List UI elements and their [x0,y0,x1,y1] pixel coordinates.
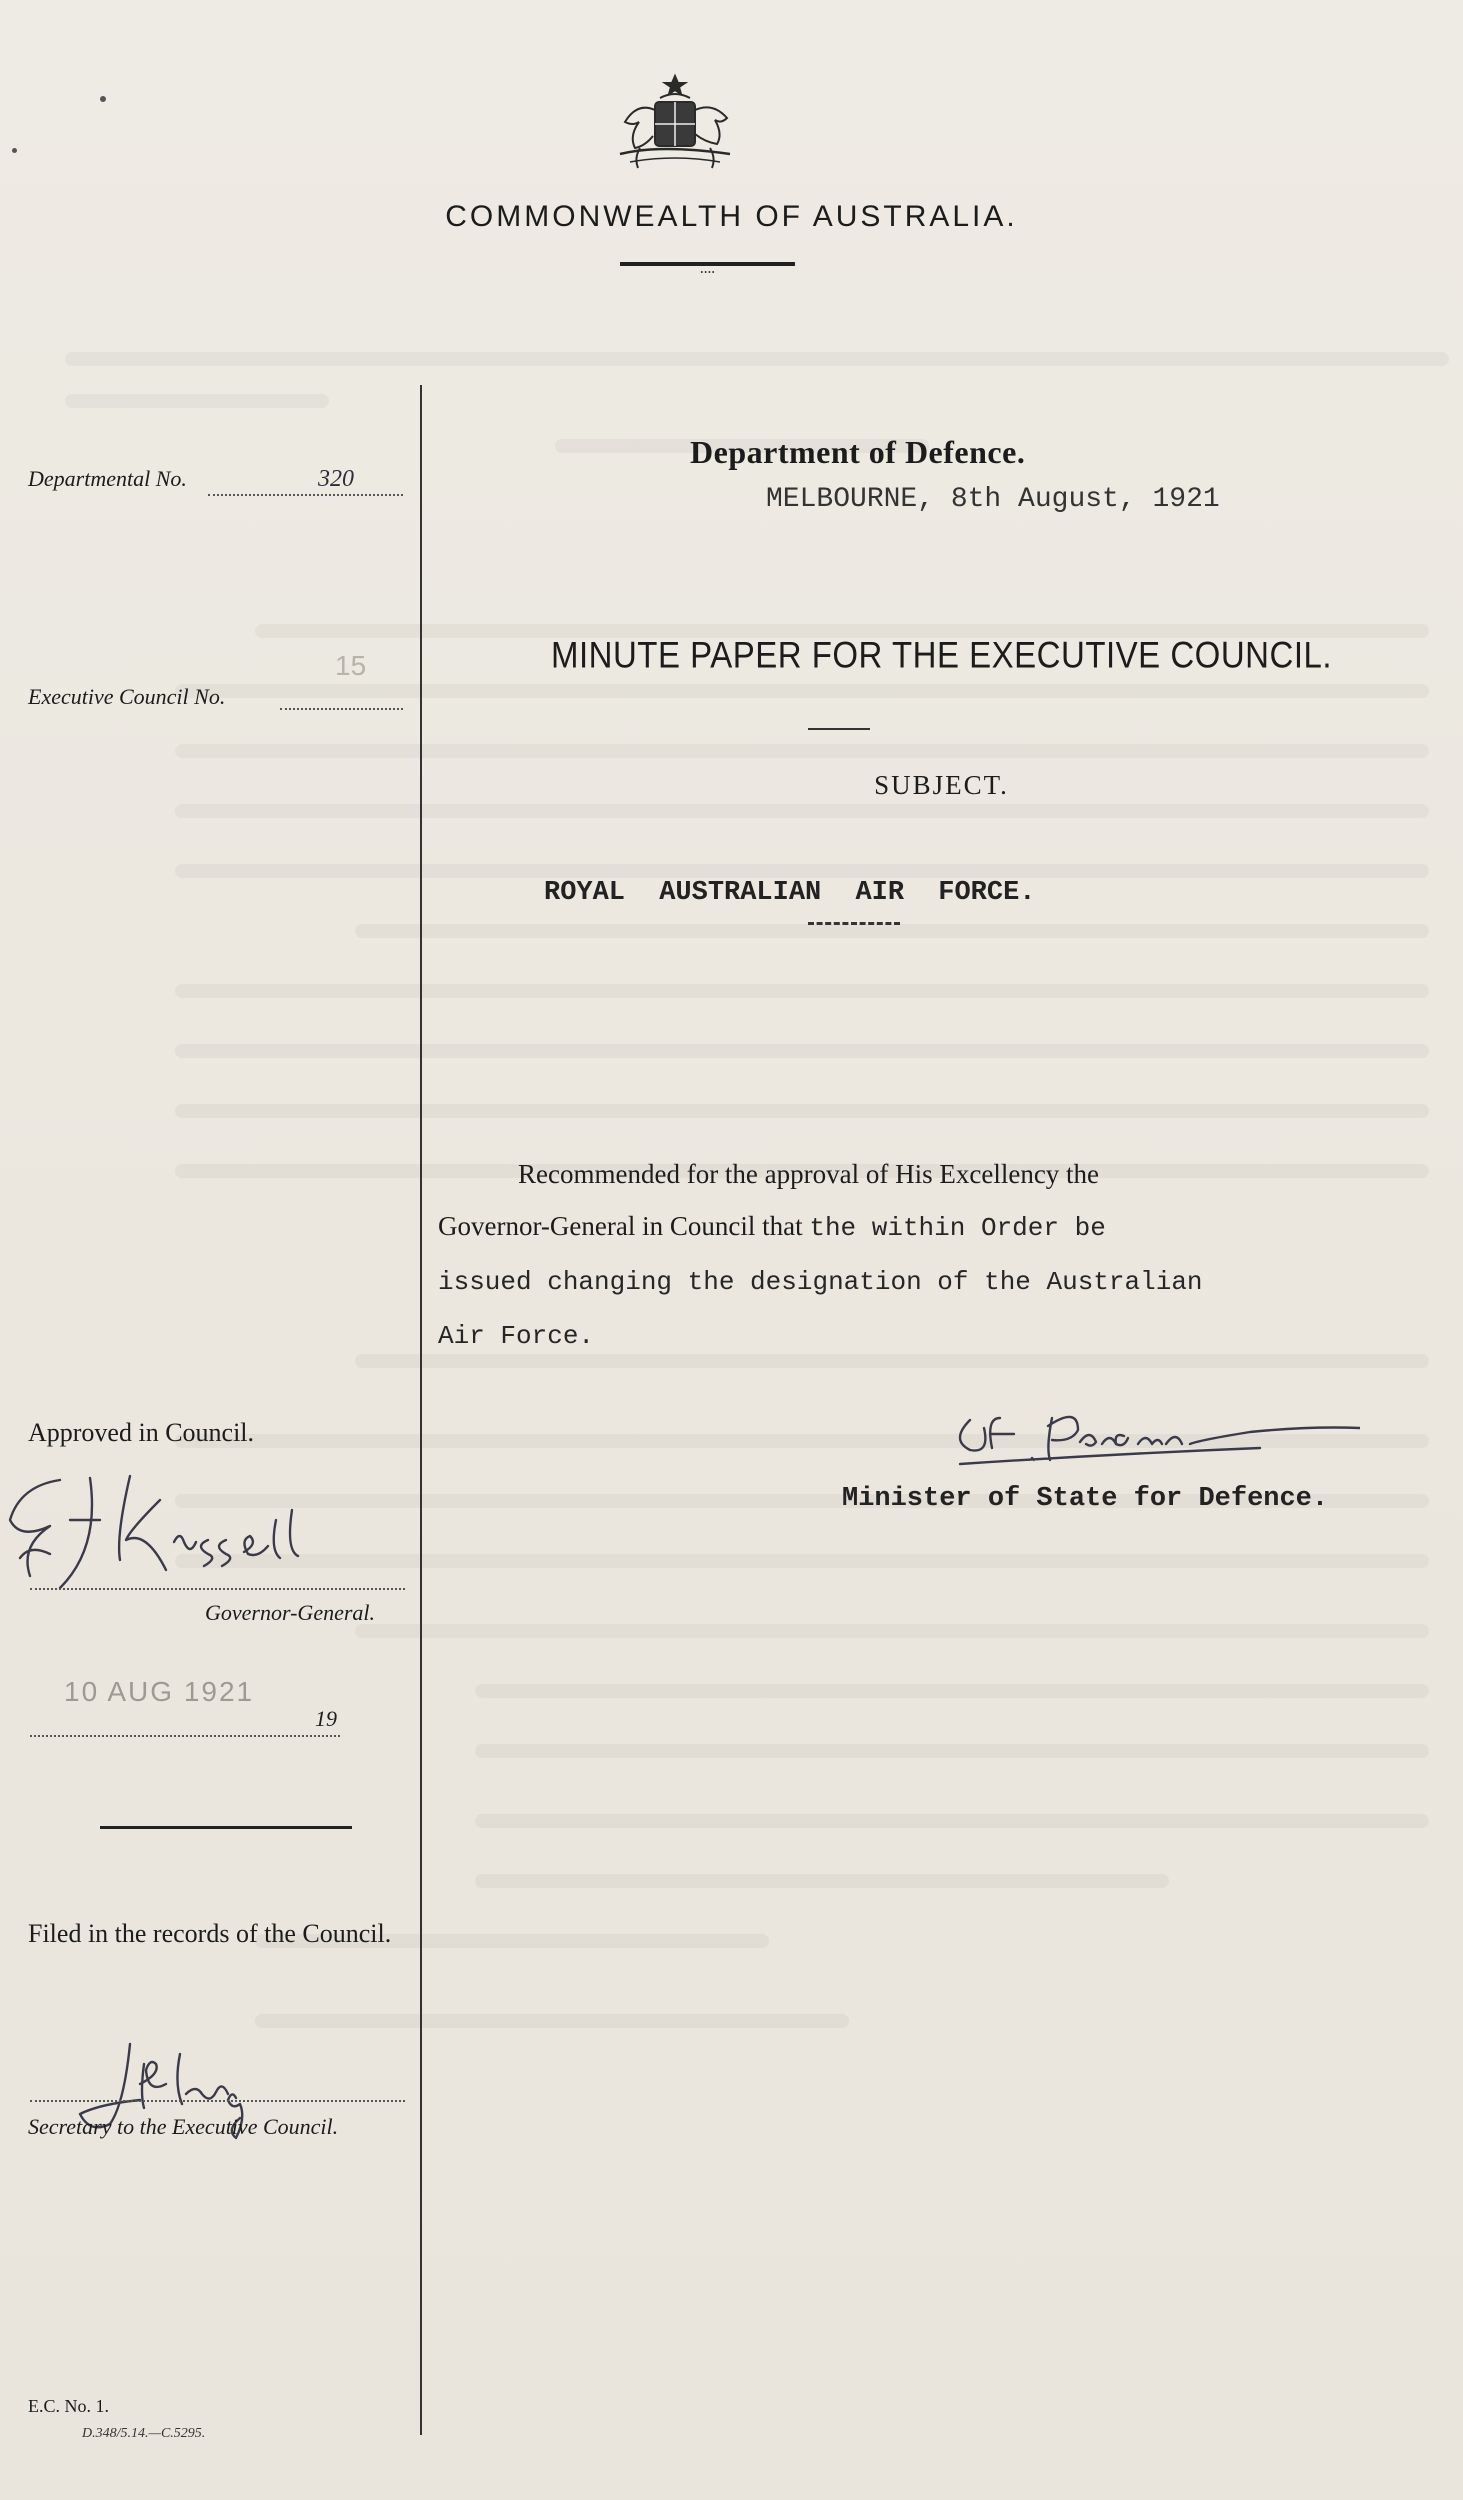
minute-paper-title: MINUTE PAPER FOR THE EXECUTIVE COUNCIL. [550,634,1333,676]
year-field-line [30,1735,340,1737]
section-rule [100,1826,352,1829]
recommendation-line-2-printed: Governor-General in Council that [438,1211,810,1241]
title-rule [808,728,870,730]
column-divider [420,385,422,2435]
subject-text: ROYAL AUSTRALIAN AIR FORCE. [544,878,1036,908]
recommendation-line-4-typed: Air Force. [438,1321,595,1351]
ink-speck [12,148,17,153]
minister-title: Minister of State for Defence. [842,1484,1329,1514]
header-rule [620,262,795,266]
coat-of-arms-emblem [600,70,750,180]
header-rule-dots: •••• [700,268,716,277]
recommendation-paragraph [438,1148,1388,1362]
secretary-label: Secretary to the Executive Council. [28,2114,339,2139]
approval-date-stamp: 10 AUG 1921 [64,1676,255,1707]
subject-heading: SUBJECT. [874,770,1009,800]
approved-in-council-label: Approved in Council. [28,1418,255,1447]
printing-reference: D.348/5.14.—C.5295. [82,2426,206,2441]
departmental-no-field-line [208,494,403,496]
departmental-no-label: Departmental No. [28,466,187,491]
executive-council-no-label: Executive Council No. [28,684,226,709]
secretary-signature-line [30,2100,405,2102]
document-header-title: COMMONWEALTH OF AUSTRALIA. [445,200,1018,233]
minister-signature [940,1400,1360,1480]
governor-general-signature-line [30,1588,405,1590]
form-number: E.C. No. 1. [28,2396,109,2416]
place-and-date: MELBOURNE, 8th August, 1921 [766,484,1220,515]
department-title: Department of Defence. [690,434,1026,470]
subject-rule [808,922,900,925]
governor-general-label: Governor-General. [205,1600,376,1625]
filed-in-records-text: Filed in the records of the Council. [28,1919,392,1948]
recommendation-line-2-typed: the within Order be [809,1213,1106,1243]
executive-council-no-field-line [280,708,403,710]
departmental-no-value: 320 [318,466,354,492]
executive-council-no-faint-value: 15 [335,650,367,681]
year-prefix: 19 [315,1706,337,1731]
recommendation-line-3-typed: issued changing the designation of the Australian [438,1267,1203,1297]
ink-speck [100,96,106,102]
recommendation-line-1: Recommended for the approval of His Excellency the [518,1159,1100,1189]
